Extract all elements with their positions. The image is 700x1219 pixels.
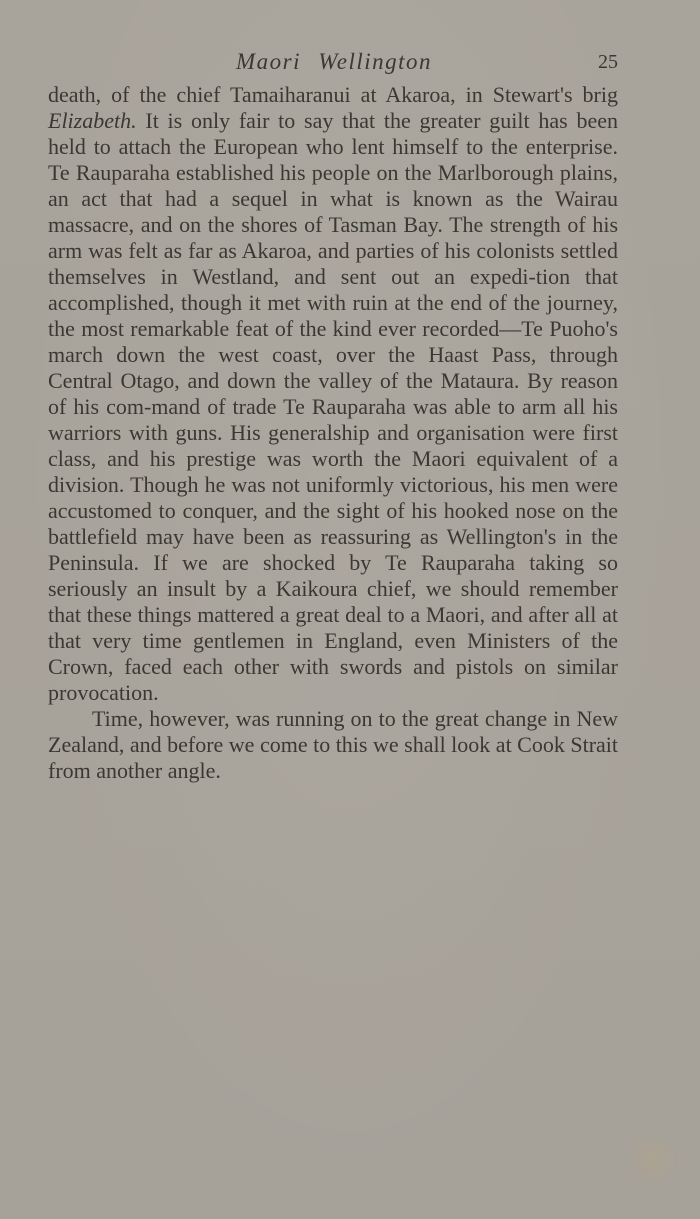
body-text xyxy=(48,82,618,784)
running-title: Maori Wellington xyxy=(235,49,433,74)
paragraph-2: Time, however, was running on to the great change in New Zealand, and before we come to this we shall look at Cook Strait from another angle. xyxy=(48,706,619,783)
paper-stain xyxy=(622,1134,682,1184)
paragraph-1-text-rest: It is only fair to say that the greater guilt has been held to attach the European who lent himself to the enterprise. Te Rauparaha established his people on the Marlborough plains, an act that had a sequel in what is known as the Wairau massacre, and on the shores of Tasman Bay. The strength of his arm was felt as far as Akaroa, and parties of his colonists settled themselves in Westland, and sent out an expedi-tion that accomplished, though it met with ruin at the end of the journey, the most remarkable feat of the kind ever recorded—Te Puoho's march down the west coast, over the Haast Pass, through Central Otago, and down the valley of the Mataura. By reason of his com-mand of trade Te Rauparaha was able to arm all his warriors with guns. His generalship and organisation were first class, and his prestige was worth the Maori equivalent of a division. Though he was not uniformly victorious, his men were accustomed to conquer, and the sight of his hooked nose on the battlefield may have been as reassuring as Wellington's in the Peninsula. If we are shocked by Te Rauparaha taking so seriously an insult by a Kaikoura chief, we should remember that these things mattered a great deal to a Maori, and after all at that very time gentlemen in England, even Ministers of the Crown, faced each other with swords and pistols on similar provocation. xyxy=(48,108,618,705)
ship-name-italic: Elizabeth. xyxy=(48,108,137,133)
page-number: 25 xyxy=(598,51,618,73)
paragraph-1 xyxy=(48,82,618,706)
paragraph-1-text-start: death, of the chief Tamaiharanui at Akaroa, in Stewart's brig xyxy=(48,82,618,107)
running-head xyxy=(48,49,620,79)
